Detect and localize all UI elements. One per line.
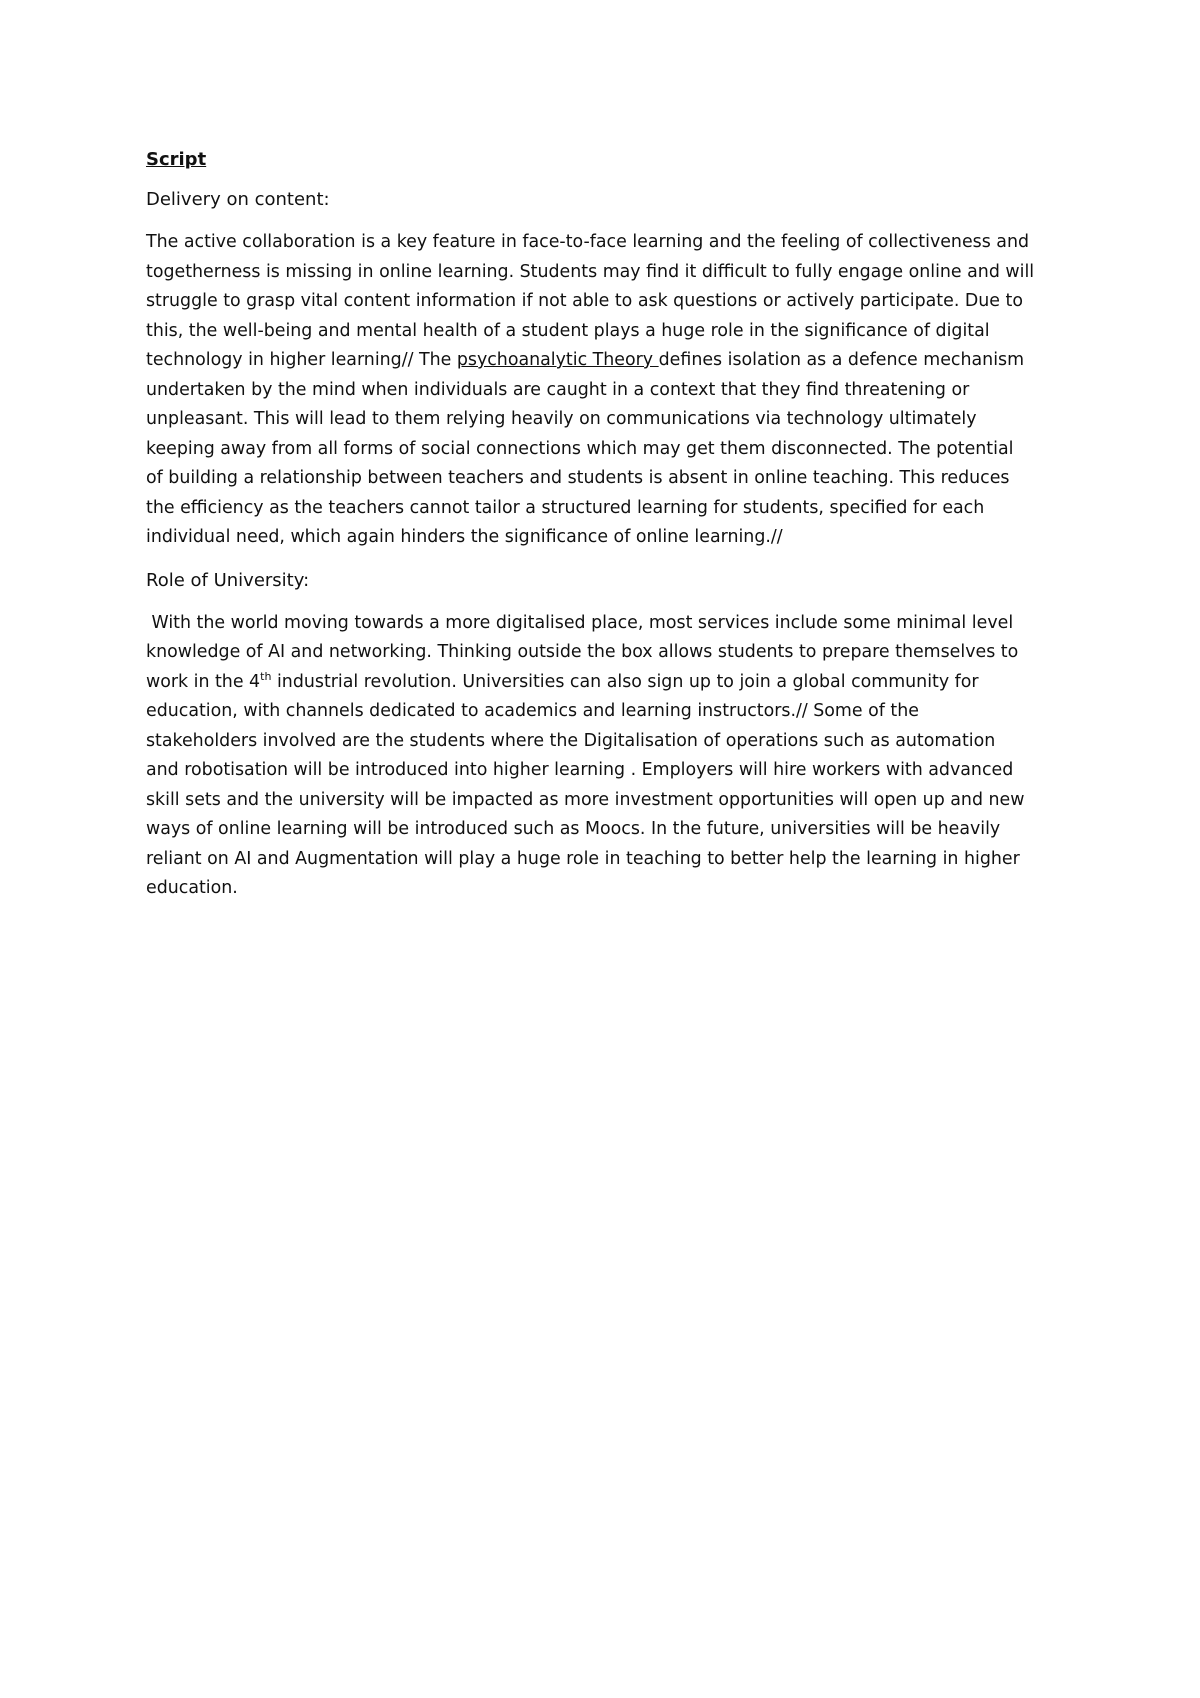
superscript: th [260, 669, 272, 683]
text-line: knowledge of AI and networking. Thinking outside the box allows students to prepare themselves to [146, 642, 1019, 662]
text-line [146, 346, 1076, 376]
text-line: and robotisation will be introduced into higher learning . Employers will hire workers with advanced [146, 760, 1014, 780]
text-fragment: technology in higher learning// The [146, 350, 457, 370]
text-line: education. [146, 878, 238, 898]
text-line: skill sets and the university will be impacted as more investment opportunities will open up and new [146, 789, 1025, 810]
text-line: ways of online learning will be introduced such as Moocs. In the future, universities will be heavily [146, 819, 1001, 839]
section-heading-delivery: Delivery on content: [146, 189, 330, 210]
text-line: The active collaboration is a key feature in face-to-face learning and the feeling of collectiveness and [146, 232, 1030, 252]
text-line: undertaken by the mind when individuals are caught in a context that they find threatening or [146, 379, 970, 400]
text-fragment: defines isolation as a defence mechanism [658, 350, 1025, 370]
document-title [146, 146, 1076, 174]
text-line: unpleasant. This will lead to them relying heavily on communications via technology ultimately [146, 409, 977, 429]
text-fragment: industrial revolution. Universities can also sign up to join a global community for [271, 671, 979, 692]
text-line: With the world moving towards a more digitalised place, most services include some minimal level [146, 612, 1014, 633]
text-line: reliant on AI and Augmentation will play a huge role in teaching to better help the learning in higher [146, 848, 1020, 869]
text-line: keeping away from all forms of social connections which may get them disconnected. The potential [146, 438, 1014, 459]
text-line: of building a relationship between teachers and students is absent in online teaching. This reduces [146, 468, 1010, 488]
paragraph-delivery [146, 228, 1076, 553]
document-title-text: Script [146, 149, 207, 170]
text-line [146, 668, 1076, 698]
paragraph-role-of-university [146, 609, 1076, 904]
text-fragment: work in the 4 [146, 671, 261, 692]
document-page [146, 146, 1076, 918]
text-line: individual need, which again hinders the significance of online learning.// [146, 527, 783, 547]
text-line: stakeholders involved are the students where the Digitalisation of operations such as automation [146, 730, 996, 751]
text-line: the efficiency as the teachers cannot tailor a structured learning for students, specified for each [146, 497, 985, 518]
text-line: this, the well-being and mental health of a student plays a huge role in the significance of digital [146, 320, 990, 341]
text-line: togetherness is missing in online learning. Students may find it difficult to fully engage online and will [146, 261, 1035, 282]
text-line: struggle to grasp vital content information if not able to ask questions or actively participate. Due to [146, 291, 1023, 311]
underlined-reference: psychoanalytic Theory [456, 350, 659, 370]
text-line: education, with channels dedicated to academics and learning instructors.// Some of the [146, 701, 919, 721]
section-heading-role-of-university: Role of University: [146, 569, 310, 591]
